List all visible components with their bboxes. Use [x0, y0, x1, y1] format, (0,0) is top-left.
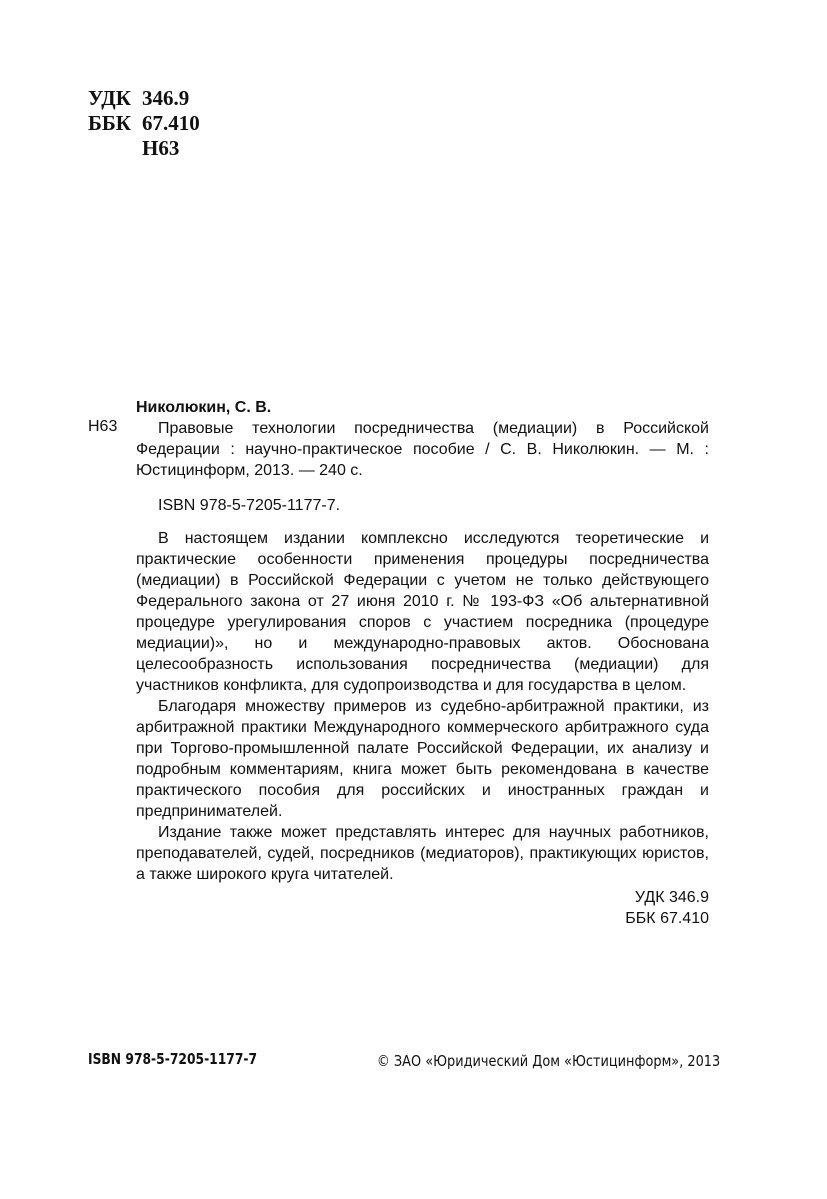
- annotation-paragraph: Благодаря множеству примеров из судебно-арбитражной практики, из арбитражной практики Международного коммерческого арбитражного суда при Торгово-промышленной палате Российской Федерации, их анализу и подробным комментариям, книга может быть рекомендована в качестве практического пособия для российских и иностранных граждан и предпринимателей.: [136, 698, 709, 820]
- udk-label: УДК: [88, 86, 131, 110]
- bbk-label: ББК: [88, 111, 131, 135]
- udk-value: 346.9: [142, 86, 190, 110]
- catalog-card: [136, 397, 709, 929]
- footer-isbn: ISBN 978-5-7205-1177-7: [88, 1050, 258, 1068]
- card-classification-codes: [136, 887, 709, 929]
- copyright-notice: © ЗАО «Юридический Дом «Юстицинформ», 2013: [376, 1052, 720, 1070]
- annotation-paragraph: В настоящем издании комплексно исследуются теоретические и практические особенности применения процедуры посредничества (медиации) в Российской Федерации с учетом не только действующего Федерального закона от 27 июня 2010 г. № 193-ФЗ «Об альтернативной процедуре урегулирования споров с участием посредника (процедуре медиации)», но и международно-правовых актов. Обоснована целесообразность использования посредничества (медиации) для участников конфликта, для судопроизводства и для государства в целом.: [136, 530, 709, 694]
- bbk-value: 67.410: [142, 111, 200, 135]
- catalog-isbn: ISBN 978-5-7205-1177-7.: [158, 497, 341, 514]
- catalog-cutter-code: Н63: [88, 418, 118, 435]
- card-bbk-line: ББК 67.410: [625, 910, 709, 927]
- bbk-row: [88, 111, 200, 136]
- udk-row: [88, 86, 200, 111]
- classification-block: [88, 86, 200, 161]
- card-udk-line: УДК 346.9: [634, 889, 709, 906]
- annotation-paragraph: Издание также может представлять интерес для научных работников, преподавателей, судей, посредников (медиаторов), практикующих юристов, а также широкого круга читателей.: [136, 824, 709, 883]
- annotation: [136, 528, 709, 885]
- cutter-code: Н63: [142, 136, 180, 160]
- bibliographic-entry: Правовые технологии посредничества (медиации) в Российской Федерации : научно-практическое пособие / С. В. Николюкин. — М. : Юстицинформ, 2013. — 240 с.: [136, 420, 709, 479]
- author-heading: Николюкин, С. В.: [136, 399, 272, 416]
